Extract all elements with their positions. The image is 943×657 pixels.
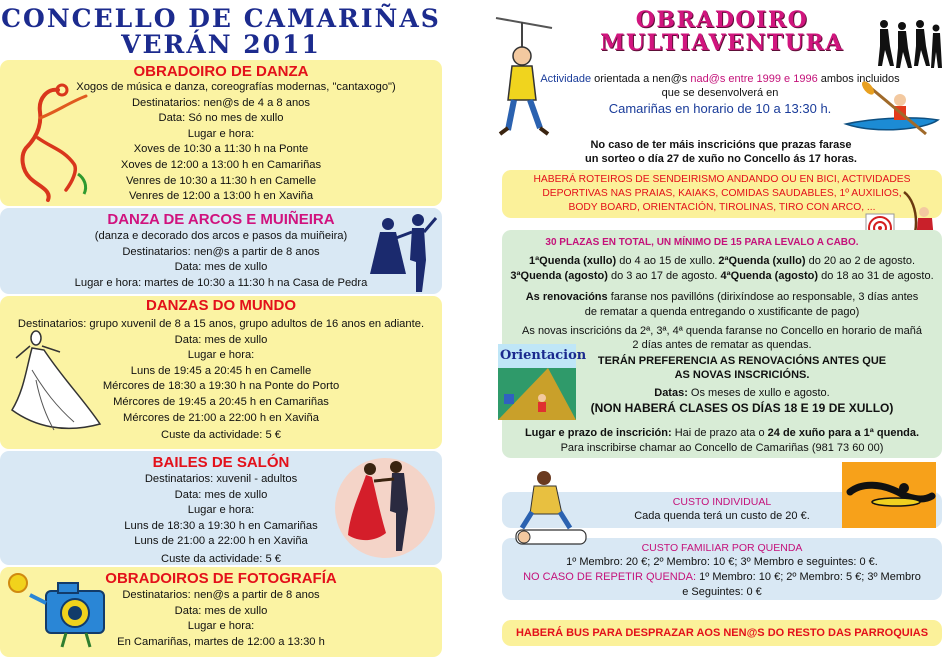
text-line: Venres de 12:00 a 13:00 h en Xaviña (128, 190, 314, 203)
renewals-info (502, 290, 942, 320)
text-line: Xogos de música e danza, coreografías modernas, "cantaxogo") (76, 81, 396, 93)
repeat-label: NO CASO DE REPETIR QUENDA: (523, 571, 697, 583)
left-title-line2: VERÁN 2011 (121, 30, 321, 59)
preference-info (582, 354, 902, 382)
section-title: OBRADOIRO DE DANZA (133, 63, 309, 80)
text-line: Data: mes de xullo (174, 604, 268, 617)
text-line: Data: mes de xullo (174, 261, 268, 274)
notice-line1: No caso de ter máis inscricións que prazas farase (590, 139, 852, 151)
right-header (572, 9, 872, 55)
first-aid-illustration (514, 468, 588, 552)
intro-line2: que se desenvolverá en (661, 87, 779, 99)
individual-cost-title: CUSTO INDIVIDUAL (672, 496, 772, 508)
text-line: Destinatarios: nen@s de 4 a 8 anos (131, 96, 311, 109)
text-line: (danza e decorado dos arcos e pasos da muiñeira) (94, 230, 348, 242)
text-line: Data: mes de xullo (174, 333, 268, 346)
text-line: Xoves de 12:00 a 13:00 h en Camariñas (120, 158, 322, 171)
quenda-label: 4ªQuenda (agosto) (720, 270, 819, 282)
dates-text: Os meses de xullo e agosto. (687, 387, 830, 399)
quendas-schedule (502, 254, 942, 284)
activities-line2: DEPORTIVAS NAS PRAIAS, KAIAKS, COMIDAS SAUDABLES, 1º AUXILIOS, (542, 188, 902, 199)
family-cost-line1: 1º Membro: 20 €; 2º Membro: 10 €; 3º Membro e seguintes: 0 €. (566, 556, 878, 568)
quenda-dates: do 18 ao 31 de agosto. (818, 270, 934, 282)
registration-phone: Para inscribirse chamar ao Concello de Camariñas (981 73 60 00) (560, 442, 884, 454)
renewals-label: As renovacións (525, 291, 608, 303)
dancer-illustration (8, 78, 98, 206)
places-info: 30 PLAZAS EN TOTAL, UN MÍNIMO DE 15 PARA LEVALO A CABO. (545, 237, 859, 248)
section-arcos (0, 208, 442, 294)
activities-line1: HABERÁ ROTEIROS DE SENDEIRISMO ANDANDO OU EN BICI, ACTIVIDADES (533, 174, 911, 185)
renewals-text: faranse nos pavillóns (dirixíndose ao responsable, 3 días antes (607, 291, 919, 303)
section-bailes-salon (0, 451, 442, 565)
text-line: Destinatarios: grupo xuvenil de 8 a 15 anos, grupo adultos de 16 anos en adiante. (17, 318, 425, 330)
bodyboard-illustration (842, 462, 936, 528)
orientation-label: Orientacion (500, 348, 587, 363)
right-title-line1: OBRADOIRO (635, 7, 809, 33)
preference-line1: TERÁN PREFERENCIA AS RENOVACIÓNS ANTES QUE (597, 355, 887, 367)
text-line: Lugar e hora: martes de 10:30 a 11:30 h na Casa de Pedra (74, 276, 368, 289)
text-line: Destinatarios: xuvenil - adultos (144, 473, 298, 485)
kayak-illustration (844, 84, 940, 138)
lottery-notice (506, 138, 936, 166)
registration-deadline: 24 de xuño para a 1ª quenda. (767, 427, 920, 439)
section-fotografia (0, 567, 442, 657)
section-title: OBRADOIROS DE FOTOGRAFÍA (105, 570, 337, 587)
quenda-label: 1ªQuenda (xullo) (528, 255, 617, 267)
repeat-text: 1º Membro: 10 €; 2º Membro: 5 €; 3º Membro (696, 571, 921, 583)
left-header (0, 6, 442, 58)
section-title: BAILES DE SALÓN (152, 454, 290, 471)
family-cost-title: CUSTO FAMILIAR POR QUENDA (641, 542, 803, 554)
new-enrollments-line1: As novas inscricións da 2ª, 3ª, 4ª quenda faranse no Concello en horario de mañá (522, 325, 922, 337)
intro-activity: Actividade (540, 73, 592, 85)
hikers-silhouette (876, 18, 942, 70)
registration-label: Lugar e prazo de inscrición: (524, 427, 672, 439)
intro-text: orientada a nen@s (591, 73, 691, 85)
text-line: Custe da actividade: 5 € (160, 552, 282, 565)
text-line: Luns de 19:45 a 20:45 h en Camelle (130, 364, 312, 377)
quenda-dates: do 20 ao 2 de agosto. (805, 255, 916, 267)
quenda-dates: do 3 ao 17 de agosto. (607, 270, 721, 282)
ballroom-dancers-illustration (330, 453, 440, 563)
text-line: Mércores de 18:30 a 19:30 h na Ponte do Porto (102, 380, 340, 393)
whirling-dervish-illustration (4, 330, 104, 446)
text-line: Mércores de 19:45 a 20:45 h en Camariñas (113, 395, 329, 408)
right-title-line2: MULTIAVENTURA (600, 30, 844, 56)
section-danza (0, 60, 442, 206)
text-line: Lugar e hora: (187, 349, 255, 362)
intro-birth-years: nad@s entre 1999 e 1996 (690, 73, 818, 85)
text-line: Custe da actividade: 5 € (160, 429, 282, 442)
text-line: En Camariñas, martes de 12:00 a 13:30 h (117, 635, 325, 648)
quenda-label: 3ªQuenda (agosto) (510, 270, 608, 282)
preference-line2: AS NOVAS INSCRICIÓNS. (674, 369, 810, 381)
quenda-dates: do 4 ao 15 de xullo. (616, 255, 719, 267)
intro-text-end: ambos incluidos (817, 73, 900, 85)
left-title-line1: CONCELLO DE CAMARIÑAS (1, 4, 441, 33)
text-line: Destinatarios: nen@s a partir de 8 anos (122, 589, 320, 601)
text-line: Destinatarios: nen@s a partir de 8 anos (122, 245, 320, 258)
activities-line3: BODY BOARD, ORIENTACIÓN, TIROLINAS, TIRO CON ARCO, ... (568, 202, 876, 213)
section-title: DANZA DE ARCOS E MUIÑEIRA (107, 211, 335, 228)
text-line: Venres de 10:30 a 11:30 h en Camelle (125, 174, 317, 187)
orientation-map-icon (498, 368, 576, 420)
orientation-illustration (498, 344, 587, 420)
quenda-label: 2ªQuenda (xullo) (718, 255, 806, 267)
text-line: Data: mes de xullo (174, 488, 268, 501)
text-line: Xoves de 10:30 a 11:30 h na Ponte (133, 143, 309, 156)
text-line: Lugar e hora: (187, 504, 255, 517)
bus-notice-text: HABERÁ BUS PARA DESPRAZAR AOS NEN@S DO RESTO DAS PARROQUIAS (515, 627, 929, 639)
dates-info (582, 386, 902, 416)
family-cost-line3: e Seguintes: 0 € (682, 586, 762, 598)
notice-line2: un sorteo o día 27 de xuño no Concello ás 17 horas. (584, 153, 857, 165)
section-danzas-mundo (0, 296, 442, 449)
individual-cost-text: Cada quenda terá un custo de 20 €. (634, 510, 810, 522)
text-line: Mércores de 21:00 a 22:00 h en Xaviña (123, 411, 319, 424)
bus-notice-box (502, 620, 942, 646)
text-line: Lugar e hora: (187, 620, 255, 633)
folk-dancers-illustration (366, 210, 440, 294)
camera-illustration (6, 571, 110, 649)
text-line: Luns de 18:30 a 19:30 h en Camariñas (124, 519, 318, 532)
registration-info (502, 426, 942, 456)
text-line: Luns de 21:00 a 22:00 h en Xaviña (134, 535, 308, 548)
no-classes-notice: (NON HABERÁ CLASES OS DÍAS 18 E 19 DE XULLO) (590, 401, 894, 415)
renewals-text-2: de rematar a quenda entregando o xustificante de pago) (584, 306, 860, 318)
registration-text: Hai de prazo ata o (671, 427, 768, 439)
text-line: Lugar e hora: (187, 127, 255, 140)
text-line: Data: Só no mes de xullo (158, 112, 284, 125)
dates-label: Datas: (654, 387, 688, 399)
section-title: DANZAS DO MUNDO (146, 297, 296, 314)
new-enrollments-line2: 2 días antes de rematar as quendas. (632, 339, 812, 351)
intro-line3: Camariñas en horario de 10 a 13:30 h. (608, 101, 832, 116)
